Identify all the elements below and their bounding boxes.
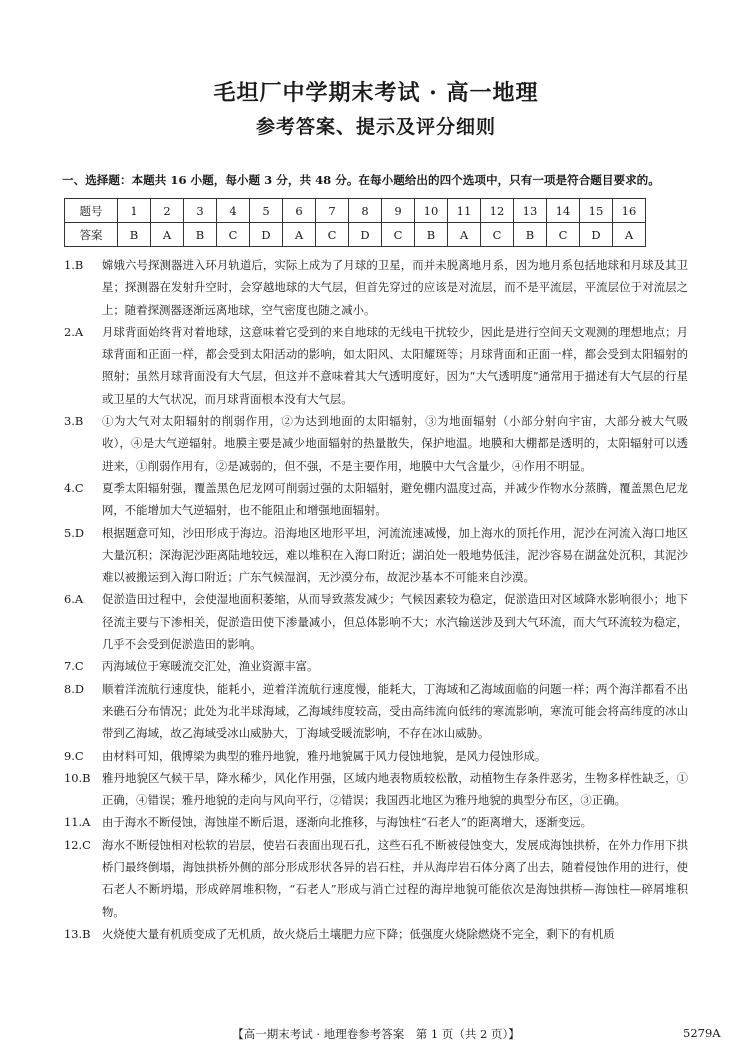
page-title: 毛坦厂中学期末考试 · 高一地理 — [213, 80, 539, 106]
item-number: 3.B — [64, 414, 84, 429]
question-number-cell: 12 — [481, 199, 514, 223]
explanation-item — [64, 678, 688, 745]
question-number-cell: 11 — [448, 199, 481, 223]
explanation-item — [64, 811, 688, 833]
question-number-cell: 15 — [580, 199, 613, 223]
item-text: 月球背面始终背对着地球，这意味着它受到的来自地球的无线电干扰较少，因此是进行空间天文观测的理想地点；月球背面和正面一样，都会受到太阳活动的影响，如太阳风、太阳耀斑等；月球背面和正面一样，都会受到太阳辐射的照射；虽然月球背面没有大气层，但这并不意味着其大气透明度好，因为“大气透明度”通常用于描述有大气层的行星或卫星的大气状况，而月球背面根本没有大气层。 — [102, 324, 688, 406]
item-number: 10.B — [64, 770, 91, 785]
item-text: 海水不断侵蚀相对松软的岩层，使岩石表面出现石孔，这些石孔不断被侵蚀变大，发展成海蚀拱桥，在外力作用下拱桥门最终倒塌，海蚀拱桥外侧的部分形成形状各异的岩石柱，并从海岸岩石体分离了出去，随着侵蚀作用的进行，使石老人不断坍塌，形成碎屑堆积物，“石老人”形成与消亡过程的海岸地貌可能依次是海蚀拱桥—海蚀柱—碎屑堆积物。 — [102, 837, 688, 919]
answer-cell: C — [382, 223, 415, 247]
row-label-answer: 答案 — [65, 223, 118, 247]
item-text: 促淤造田过程中，会使湿地面积萎缩，从而导致蒸发减少；气候因素较为稳定，促淤造田对区域降水影响很小；地下径流主要与下渗相关，促淤造田使下渗量减小，但总体影响不大；水汽输送涉及到大气环流，而大气环流较为稳定，几乎不会受到促淤造田的影响。 — [102, 592, 688, 652]
answer-cell: A — [448, 223, 481, 247]
answer-cell: C — [217, 223, 250, 247]
question-number-cell: 16 — [613, 199, 646, 223]
item-number: 2.A — [64, 324, 84, 339]
section-heading: 一、选择题：本题共 16 小题，每小题 3 分，共 48 分。在每小题给出的四个选项中，只有一项是符合题目要求的。 — [62, 173, 660, 187]
explanation-item — [64, 588, 688, 655]
answer-cell: A — [613, 223, 646, 247]
item-text: 夏季太阳辐射强，覆盖黑色尼龙网可削弱过强的太阳辐射，避免棚内温度过高，并减少作物水分蒸腾，覆盖黑色尼龙网，不能增加大气逆辐射，也不能阻止和增强地面辐射。 — [102, 480, 688, 518]
item-number: 4.C — [64, 480, 84, 495]
question-number-cell: 10 — [415, 199, 448, 223]
explanation-item — [64, 834, 688, 923]
item-text: 由材料可知，俄博梁为典型的雅丹地貌，雅丹地貌属于风力侵蚀地貌，是风力侵蚀形成。 — [102, 748, 547, 763]
explanation-item — [64, 254, 688, 321]
answer-cell: B — [118, 223, 151, 247]
explanation-item — [64, 522, 688, 589]
question-number-cell: 4 — [217, 199, 250, 223]
question-number-cell: 1 — [118, 199, 151, 223]
question-number-cell: 2 — [151, 199, 184, 223]
item-text: 雅丹地貌区气候干旱，降水稀少，风化作用强，区域内地表物质较松散，动植物生存条件恶劣，生物多样性缺乏，①正确，④错误；雅丹地貌的走向与风向平行，②错误；我国西北地区为雅丹地貌的典型分布区，③正确。 — [102, 770, 688, 808]
item-number: 11.A — [64, 815, 91, 830]
question-number-cell: 13 — [514, 199, 547, 223]
answer-cell: C — [547, 223, 580, 247]
item-text: 由于海水不断侵蚀，海蚀崖不断后退，逐渐向北推移，与海蚀柱“石老人”的距离增大，逐渐变远。 — [102, 815, 593, 830]
item-text: 嫦娥六号探测器进入环月轨道后，实际上成为了月球的卫星，而并未脱离地月系，因为地月系包括地球和月球及其卫星；探测器在发射升空时，会穿越地球的大气层，但首先穿过的应该是对流层，而不是平流层，平流层位于对流层之上；随着探测器逐渐远离地球，空气密度也随之减小。 — [102, 258, 688, 317]
explanation-item — [64, 923, 688, 945]
answer-cell: A — [151, 223, 184, 247]
explanation-item — [64, 745, 688, 767]
question-number-cell: 9 — [382, 199, 415, 223]
answer-cell: D — [580, 223, 613, 247]
item-number: 13.B — [64, 926, 91, 941]
row-label-question: 题号 — [65, 199, 118, 223]
question-number-cell: 14 — [547, 199, 580, 223]
page-subtitle: 参考答案、提示及评分细则 — [255, 116, 496, 138]
answer-cell: D — [349, 223, 382, 247]
question-number-cell: 6 — [283, 199, 316, 223]
answer-cell: B — [514, 223, 547, 247]
page-footer: 【高一期末考试 · 地理卷参考答案 第 1 页（共 2 页）】 — [232, 1027, 520, 1041]
item-number: 5.D — [64, 525, 85, 540]
item-number: 9.C — [64, 748, 84, 763]
question-number-cell: 5 — [250, 199, 283, 223]
explanation-item — [64, 410, 688, 477]
item-number: 7.C — [64, 659, 84, 674]
question-number-cell: 7 — [316, 199, 349, 223]
item-text: 火烧使大量有机质变成了无机质，故火烧后土壤肥力应下降；低强度火烧除燃烧不完全，剩下的有机质 — [102, 926, 615, 941]
answer-cell: A — [283, 223, 316, 247]
item-number: 6.A — [64, 592, 84, 607]
answer-cell: B — [415, 223, 448, 247]
explanation-item — [64, 321, 688, 410]
paper-code: 5279A — [683, 1026, 721, 1040]
question-number-cell: 8 — [349, 199, 382, 223]
question-number-row — [65, 199, 646, 223]
answer-cell: D — [250, 223, 283, 247]
explanation-item — [64, 655, 688, 677]
explanation-item — [64, 477, 688, 522]
answer-cell: C — [481, 223, 514, 247]
item-text: 根据题意可知，沙田形成于海边。沿海地区地形平坦，河流流速减慢，加上海水的顶托作用，泥沙在河流入海口地区大量沉积；深海泥沙距离陆地较远，难以堆积在入海口附近；湖泊处一般地势低洼，泥沙容易在湖盆处沉积，其泥沙难以被搬运到入海口附近；广东气候湿润，无沙漠分布，故泥沙基本不可能来自沙漠。 — [102, 525, 688, 585]
question-number-cell: 3 — [184, 199, 217, 223]
answer-cell: B — [184, 223, 217, 247]
answer-table — [64, 198, 646, 247]
item-number: 1.B — [64, 258, 84, 272]
answer-row — [65, 223, 646, 247]
item-number: 12.C — [64, 837, 91, 852]
item-text: ①为大气对太阳辐射的削弱作用，②为达到地面的太阳辐射，③为地面辐射（小部分射向宇宙，大部分被大气吸收），④是大气逆辐射。地膜主要是减少地面辐射的热量散失，保护地温。地膜和大棚都是透明的，太阳辐射可以透进来，①削弱作用有，②是减弱的，但不强，不是主要作用，地膜中大气含量少，④作用不明显。 — [102, 414, 688, 473]
explanation-item — [64, 767, 688, 812]
answer-cell: C — [316, 223, 349, 247]
item-text: 丙海域位于寒暖流交汇处，渔业资源丰富。 — [102, 659, 319, 674]
item-number: 8.D — [64, 681, 85, 696]
explanation-list — [64, 254, 688, 945]
item-text: 顺着洋流航行速度快，能耗小，逆着洋流航行速度慢，能耗大，丁海域和乙海域面临的问题一样；两个海洋都看不出来礁石分布情况；此处为北半球海域，乙海域纬度较高，受由高纬流向低纬的寒流影响，寒流可能会将高纬度的冰山带到乙海域，故乙海域受冰山威胁大，丁海域受暖流影响，不存在冰山威胁。 — [102, 681, 688, 741]
